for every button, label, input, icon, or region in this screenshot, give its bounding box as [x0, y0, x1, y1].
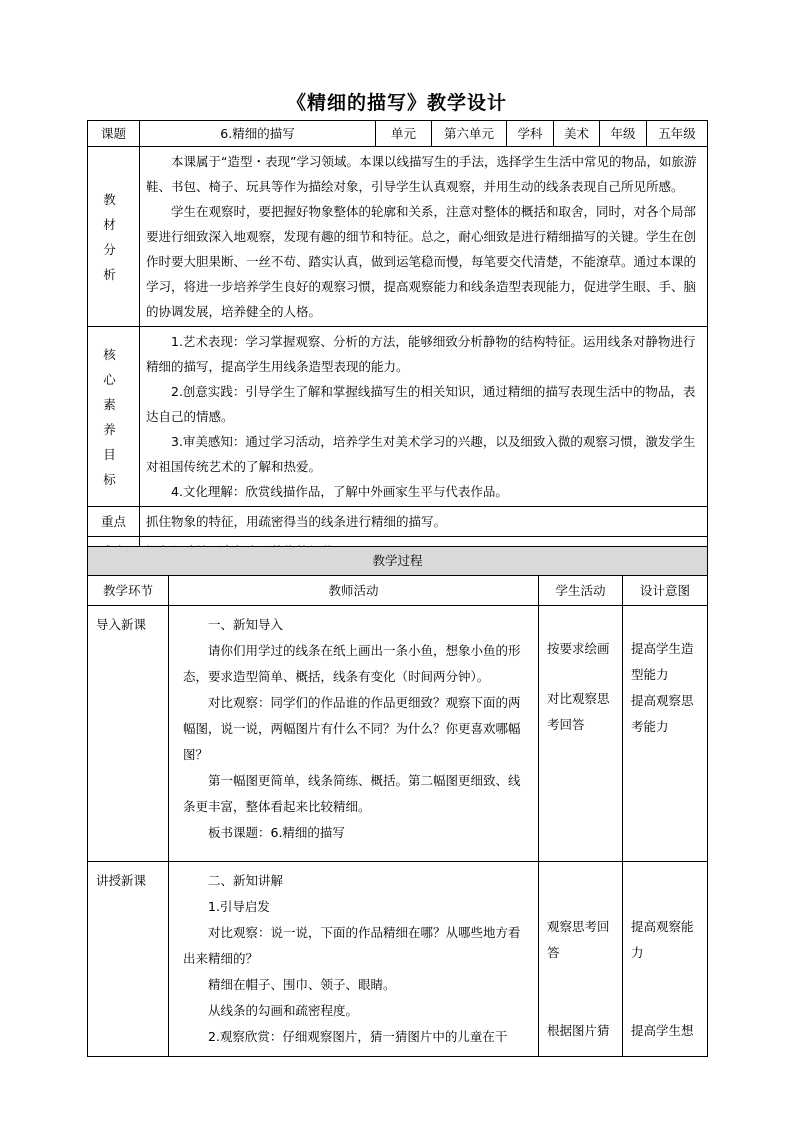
stage-row-new [88, 862, 708, 1057]
intent-line: 提高观察能力 [631, 919, 694, 960]
unit-label: 单元 [376, 121, 432, 147]
teacher-line: 一、新知导入 [208, 617, 284, 632]
grade-value: 五年级 [647, 121, 708, 147]
literacy-item: 1.艺术表现：学习掌握观察、分析的方法，能够细致分析静物的结构特征。运用线条对静物进行精细的描写，提高学生用线条造型表现的能力。 [146, 334, 696, 374]
literacy-label [88, 327, 140, 507]
teacher-line: 1.引导启发 [208, 899, 270, 914]
teacher-activity [169, 862, 539, 1057]
key-point-row [88, 507, 708, 537]
analysis-content [140, 147, 708, 327]
design-intent [623, 606, 708, 862]
literacy-item: 3.审美感知：通过学习活动，培养学生对美术学习的兴趣，以及细致入微的观察习惯，激发学生对祖国传统艺术的了解和热爱。 [146, 434, 696, 474]
literacy-item: 4.文化理解：欣赏线描作品，了解中外画家生平与代表作品。 [171, 484, 508, 499]
literacy-label-line2: 素 养 [103, 396, 124, 437]
teacher-line: 精细在帽子、围巾、领子、眼睛。 [208, 977, 396, 992]
teacher-line: 对比观察：同学们的作品谁的作品更细致？观察下面的两幅图，说一说，两幅图片有什么不同？为什么？你更喜欢哪幅图？ [183, 695, 521, 762]
key-point-text: 抓住物象的特征，用疏密得当的线条进行精细的描写。 [140, 507, 708, 537]
analysis-label-line1: 教 材 [103, 191, 124, 232]
design-intent [623, 862, 708, 1057]
topic-label: 课题 [88, 121, 140, 147]
teacher-line: 板书课题：6.精细的描写 [208, 825, 345, 840]
teacher-activity [169, 606, 539, 862]
intent-line: 提高学生造型能力 [631, 641, 694, 682]
teacher-line: 对比观察：说一说，下面的作品精细在哪？从哪些地方看出来精细的？ [183, 925, 521, 966]
student-line: 根据图片猜 [547, 1023, 610, 1038]
student-activity [539, 606, 623, 862]
student-line: 按要求绘画 [547, 641, 610, 656]
document-title: 《精细的描写》教学设计 [286, 92, 507, 114]
key-point-label: 重点 [88, 507, 140, 537]
teacher-line: 2.观察欣赏：仔细观察图片，猜一猜图片中的儿童在干 [208, 1029, 508, 1044]
header-intent: 设计意图 [623, 576, 708, 606]
teacher-line: 请你们用学过的线条在纸上画出一条小鱼，想象小鱼的形态，要求造型简单、概括，线条有变化（时间两分钟）。 [183, 643, 521, 684]
topic-value: 6.精细的描写 [140, 121, 376, 147]
analysis-paragraph: 本课属于“造型・表现”学习领域。本课以线描写生的手法，选择学生生活中常见的物品，如旅游鞋、书包、椅子、玩具等作为描绘对象，引导学生认真观察，并用生动的线条表现自己所见所感。 [146, 154, 697, 194]
teacher-line: 从线条的勾画和疏密程度。 [208, 1003, 359, 1018]
literacy-item: 2.创意实践：引导学生了解和掌握线描写生的相关知识，通过精细的描写表现生活中的物品，表达自己的情感。 [146, 384, 696, 424]
process-header-row [88, 576, 708, 606]
student-activity [539, 862, 623, 1057]
literacy-label-line1: 核 心 [103, 346, 124, 387]
teacher-line: 第一幅图更简单，线条简练、概括。第二幅图更细致、线条更丰富，整体看起来比较精细。 [183, 773, 521, 814]
analysis-row [88, 147, 708, 327]
stage-name: 讲授新课 [88, 862, 169, 1057]
header-teacher: 教师活动 [169, 576, 539, 606]
student-line: 对比观察思考回答 [547, 691, 610, 732]
header-student: 学生活动 [539, 576, 623, 606]
teaching-process-table [87, 546, 708, 1057]
intent-line: 提高学生想 [631, 1023, 694, 1038]
process-heading-row [88, 547, 708, 576]
analysis-label-line2: 分 析 [103, 241, 124, 282]
stage-name: 导入新课 [88, 606, 169, 862]
grade-label: 年级 [600, 121, 647, 147]
analysis-label [88, 147, 140, 327]
stage-row-intro [88, 606, 708, 862]
analysis-paragraph: 学生在观察时，要把握好物象整体的轮廓和关系，注意对整体的概括和取舍，同时，对各个局部要进行细致深入地观察，发现有趣的细节和特征。总之，耐心细致是进行精细描写的关键。学生在创作时要大胆果断、一丝不苟、踏实认真，做到运笔稳而慢，每笔要交代清楚，不能潦草。通过本课的学习，将进一步培养学生良好的观察习惯，提高观察能力和线条造型表现能力，促进学生眼、手、脑的协调发展，培养健全的人格。 [146, 204, 697, 319]
teacher-line: 二、新知讲解 [208, 873, 284, 888]
subject-label: 学科 [507, 121, 554, 147]
subject-value: 美术 [554, 121, 600, 147]
student-line: 观察思考回答 [547, 919, 610, 960]
process-heading: 教学过程 [88, 547, 708, 576]
info-row [88, 121, 708, 147]
literacy-content [140, 327, 708, 507]
literacy-row [88, 327, 708, 507]
intent-line: 提高观察思考能力 [631, 693, 694, 734]
literacy-label-line3: 目 标 [103, 446, 124, 487]
header-stage: 教学环节 [88, 576, 169, 606]
unit-value: 第六单元 [432, 121, 507, 147]
lesson-info-table [87, 120, 708, 567]
